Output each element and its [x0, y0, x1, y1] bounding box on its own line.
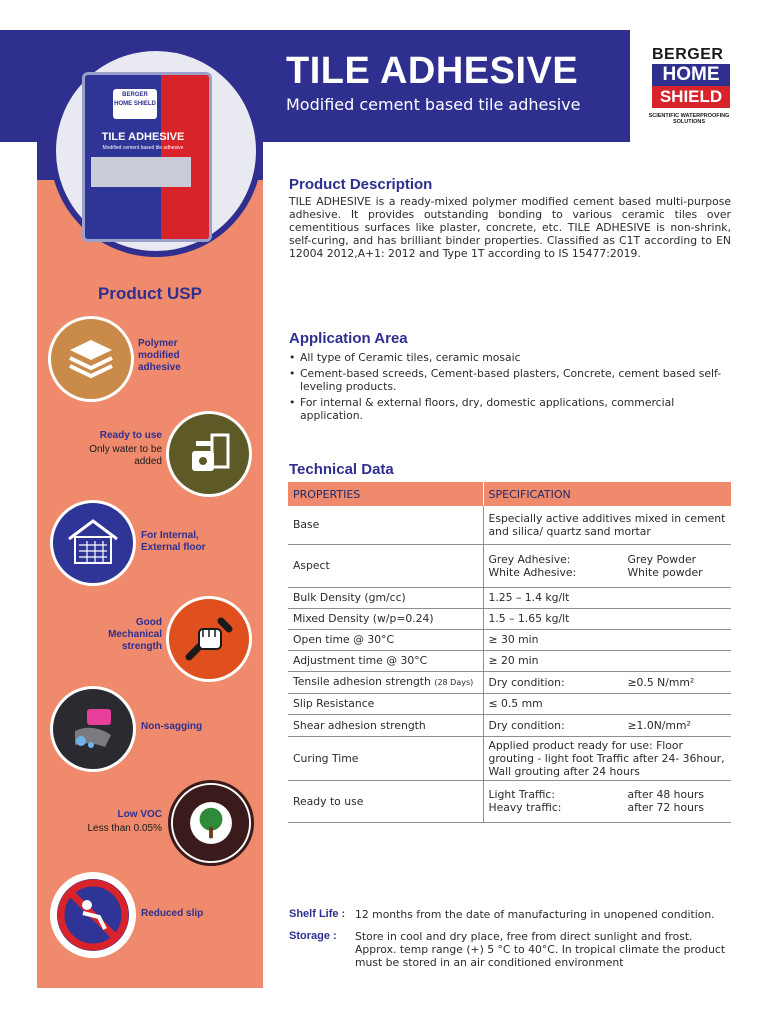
- table-cell-spec: ≥ 30 min: [483, 629, 731, 650]
- description-heading: Product Description: [289, 176, 433, 193]
- table-row: [288, 506, 731, 544]
- spec-value: ≥1.0N/mm²: [627, 718, 691, 732]
- technical-table: [288, 482, 731, 823]
- table-cell-spec: [483, 714, 731, 736]
- description-text: TILE ADHESIVE is a ready-mixed polymer modified cement based multi-purpose adhesive. It provides outstanding bonding to various ceramic tiles over cementitious surfaces like plaster, concrete, etc. TILE ADHESIVE is non-shrink, self-curing, and has brilliant binder properties. Classified as C1T according to EN 12004 2012,A+1: 2012 and Type 1T according to IS 15477:2019.: [289, 195, 731, 260]
- table-cell-property: Bulk Density (gm/cc): [288, 587, 483, 608]
- column-header-properties: PROPERTIES: [288, 482, 483, 506]
- shelf-life-text: 12 months from the date of manufacturing in unopened condition.: [355, 908, 715, 921]
- table-cell-property: Curing Time: [288, 736, 483, 780]
- page-title: TILE ADHESIVE: [286, 50, 579, 92]
- table-row: [288, 714, 731, 736]
- usp-title-ready: Ready to use: [99, 430, 162, 441]
- house-floor-icon: [50, 500, 136, 586]
- list-item: • All type of Ceramic tiles, ceramic mosaic: [289, 351, 729, 364]
- fist-wrench-icon: [166, 596, 252, 682]
- usp-heading: Product USP: [98, 284, 202, 303]
- brand-logo-home: HOME: [652, 64, 730, 86]
- table-cell-spec: ≤ 0.5 mm: [483, 693, 731, 714]
- usp-note-ready: Only water to be added: [89, 444, 162, 467]
- table-row: [288, 608, 731, 629]
- spec-value: after 48 hours: [627, 788, 705, 801]
- table-row: [288, 671, 731, 693]
- table-cell-spec: 1.5 – 1.65 kg/lt: [483, 608, 731, 629]
- usp-title-reduced-slip: Reduced slip: [141, 908, 204, 919]
- property-label: Tensile adhesion strength: [293, 675, 431, 688]
- table-cell-property: Adjustment time @ 30°C: [288, 650, 483, 671]
- brand-logo-berger: BERGER: [652, 46, 724, 63]
- pack-subtitle: Modified cement based tile adhesive: [102, 145, 184, 151]
- table-row: [288, 650, 731, 671]
- brand-tagline: SCIENTIFIC WATERPROOFING SOLUTIONS: [648, 113, 730, 125]
- storage-label: Storage :: [289, 930, 337, 942]
- usp-title-polymer: Polymer modified adhesive: [138, 338, 181, 373]
- usp-title-mechanical: Good Mechanical strength: [108, 617, 162, 652]
- pack-title: TILE ADHESIVE: [101, 131, 185, 143]
- trowel-icon: [50, 686, 136, 772]
- table-row: [288, 587, 731, 608]
- usp-note-voc: Less than 0.05%: [87, 823, 162, 834]
- spec-label: White Adhesive:: [488, 565, 577, 579]
- spec-value: Grey Powder: [627, 552, 697, 566]
- table-row: [288, 544, 731, 587]
- list-item: • For internal & external floors, dry, domestic applications, commercial application.: [289, 396, 729, 422]
- table-cell-spec: Especially active additives mixed in cement and silica/ quartz sand mortar: [483, 506, 731, 544]
- brand-logo-shield: SHIELD: [652, 86, 730, 108]
- table-cell-spec: ≥ 20 min: [483, 650, 731, 671]
- table-row: [288, 693, 731, 714]
- tree-badge-icon: [168, 780, 254, 866]
- usp-title-internal: For Internal, External floor: [141, 530, 206, 553]
- table-cell-property: Base: [288, 506, 483, 544]
- application-list: [289, 351, 729, 425]
- spec-label: Dry condition:: [488, 675, 565, 689]
- table-cell-spec: [483, 544, 731, 587]
- spec-label: Heavy traffic:: [488, 801, 562, 814]
- spec-label: Dry condition:: [488, 718, 565, 732]
- table-cell-spec: [483, 671, 731, 693]
- spec-value: after 72 hours: [627, 801, 705, 814]
- product-pack-image: [82, 72, 212, 242]
- storage-text: Store in cool and dry place, free from direct sunlight and frost. Approx. temp range (+) 5 °C to 40°C. In tropical climate the product must be stored in an air conditioned environment: [355, 930, 726, 969]
- mixer-icon: [166, 411, 252, 497]
- pack-logo: BERGER HOME SHIELD: [113, 89, 157, 119]
- table-row: [288, 629, 731, 650]
- table-cell-property: Aspect: [288, 544, 483, 587]
- list-item: • Cement-based screeds, Cement-based plasters, Concrete, cement based self-leveling products.: [289, 367, 729, 393]
- table-cell-spec: [483, 780, 731, 822]
- table-cell-spec: 1.25 – 1.4 kg/lt: [483, 587, 731, 608]
- shelf-life-label: Shelf Life :: [289, 908, 346, 920]
- property-note: (28 Days): [434, 678, 474, 687]
- table-cell-spec: Applied product ready for use: Floor grouting - light foot Traffic after 24- 36hour, Wall grouting after 24 hours: [483, 736, 731, 780]
- usp-title-nonsagging: Non-sagging: [141, 721, 203, 732]
- table-cell-property: Ready to use: [288, 780, 483, 822]
- layers-icon: [48, 316, 134, 402]
- application-heading: Application Area: [289, 330, 408, 347]
- spec-value: ≥0.5 N/mm²: [627, 675, 695, 689]
- spec-label: Light Traffic:: [488, 788, 555, 801]
- spec-label: Grey Adhesive:: [488, 552, 571, 566]
- table-cell-property: [288, 671, 483, 693]
- table-cell-property: Open time @ 30°C: [288, 629, 483, 650]
- pack-image-strip: [91, 157, 191, 187]
- no-slip-icon: [50, 872, 136, 958]
- page-subtitle: Modified cement based tile adhesive: [286, 95, 581, 114]
- table-cell-property: Shear adhesion strength: [288, 714, 483, 736]
- usp-title-voc: Low VOC: [117, 809, 162, 820]
- table-row: [288, 780, 731, 822]
- table-header-row: [288, 482, 731, 506]
- technical-heading: Technical Data: [289, 461, 394, 478]
- spec-value: White powder: [627, 565, 703, 579]
- table-cell-property: Slip Resistance: [288, 693, 483, 714]
- column-header-specification: SPECIFICATION: [483, 482, 731, 506]
- table-row: [288, 736, 731, 780]
- table-cell-property: Mixed Density (w/p=0.24): [288, 608, 483, 629]
